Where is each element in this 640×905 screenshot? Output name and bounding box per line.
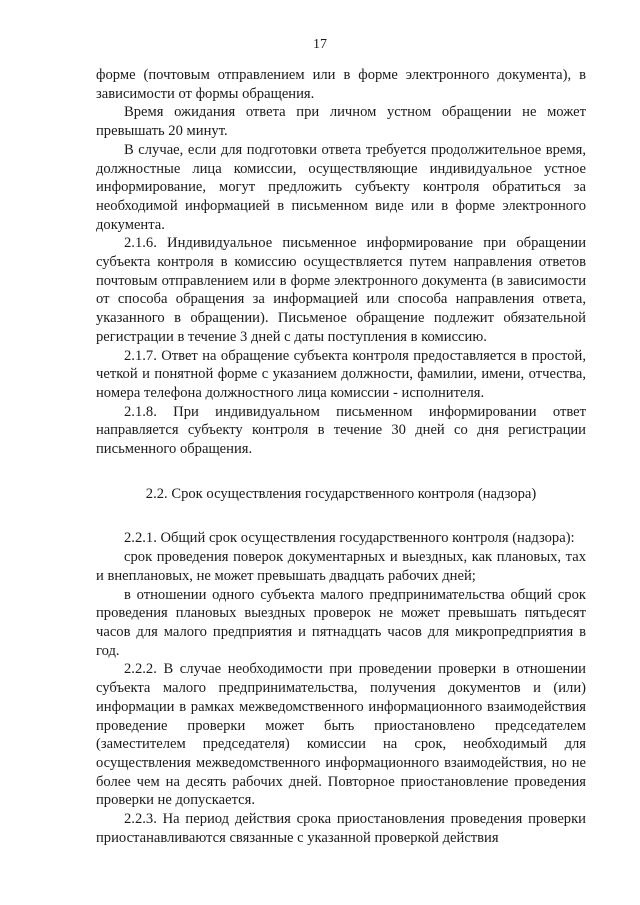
section-heading-2-2: 2.2. Срок осуществления государственного контроля (надзора) bbox=[145, 485, 537, 502]
paragraph-2-2-1: 2.2.1. Общий срок осуществления государственного контроля (надзора): bbox=[124, 530, 575, 547]
paragraph-2-1-7: 2.1.7. Ответ на обращение субъекта контроля предоставляется в простой, четкой и понятной форме с указанием должности, фамилии, имени, отчества, номера телефона должностного лица комиссии - исполнителя. bbox=[96, 347, 586, 401]
document-body bbox=[96, 66, 586, 847]
paragraph-response-wait-time: Время ожидания ответа при личном устном обращении не может превышать 20 минут. bbox=[96, 104, 586, 140]
paragraph-continuation: форме (почтовым отправлением или в форме электронного документа), в зависимости от формы обращения. bbox=[96, 67, 586, 102]
paragraph-2-1-6: 2.1.6. Индивидуальное письменное информирование при обращении субъекта контроля в комиссию осуществляется путем направления ответов почтовым отправлением или в форме электронного документа (в зависимости от способа обращения за информацией или способа направления ответа, указанного в обращении). Письменое обращение подлежит обязательной регистрации в течение 3 дней с даты поступления в комиссию. bbox=[96, 235, 586, 345]
paragraph-2-1-8: 2.1.8. При индивидуальном письменном информировании ответ направляется субъекту контроля в течение 30 дней со дня регистрации письменного обращения. bbox=[96, 403, 586, 458]
paragraph-2-2-2: 2.2.2. В случае необходимости при проведении проверки в отношении субъекта малого предпринимательства, получения документов и (или) информации в рамках межведомственного информационного взаимодействия проведение проверки может быть приостановлено председателем (заместителем председателя) комиссии на срок, необходимый для осуществления межведомственного информационного взаимодействия, но не более чем на десять рабочих дней. Повторное приостановление проведения проверки не допускается. bbox=[96, 661, 586, 809]
paragraph-2-2-3: 2.2.3. На период действия срока приостановления проведения проверки приостанавливаются связанные с указанной проверкой действия bbox=[96, 811, 586, 846]
paragraph-long-preparation: В случае, если для подготовки ответа требуется продолжительное время, должностные лица комиссии, осуществляющие индивидуальное устное информирование, могут предложить субъекту контроля обратиться за необходимой информацией в письменном виде или в форме электронного документа. bbox=[96, 141, 586, 233]
page-number: 17 bbox=[313, 37, 327, 52]
paragraph-small-business-term: в отношении одного субъекта малого предпринимательства общий срок проведения плановых выездных проверок не может превышать пятьдесят часов для малого предприятия и пятнадцать часов для микропредприятия в год. bbox=[96, 586, 586, 659]
paragraph-inspection-term: срок проведения поверок документарных и выездных, как плановых, тах и внеплановых, не может превышать двадцать рабочих дней; bbox=[96, 549, 586, 584]
